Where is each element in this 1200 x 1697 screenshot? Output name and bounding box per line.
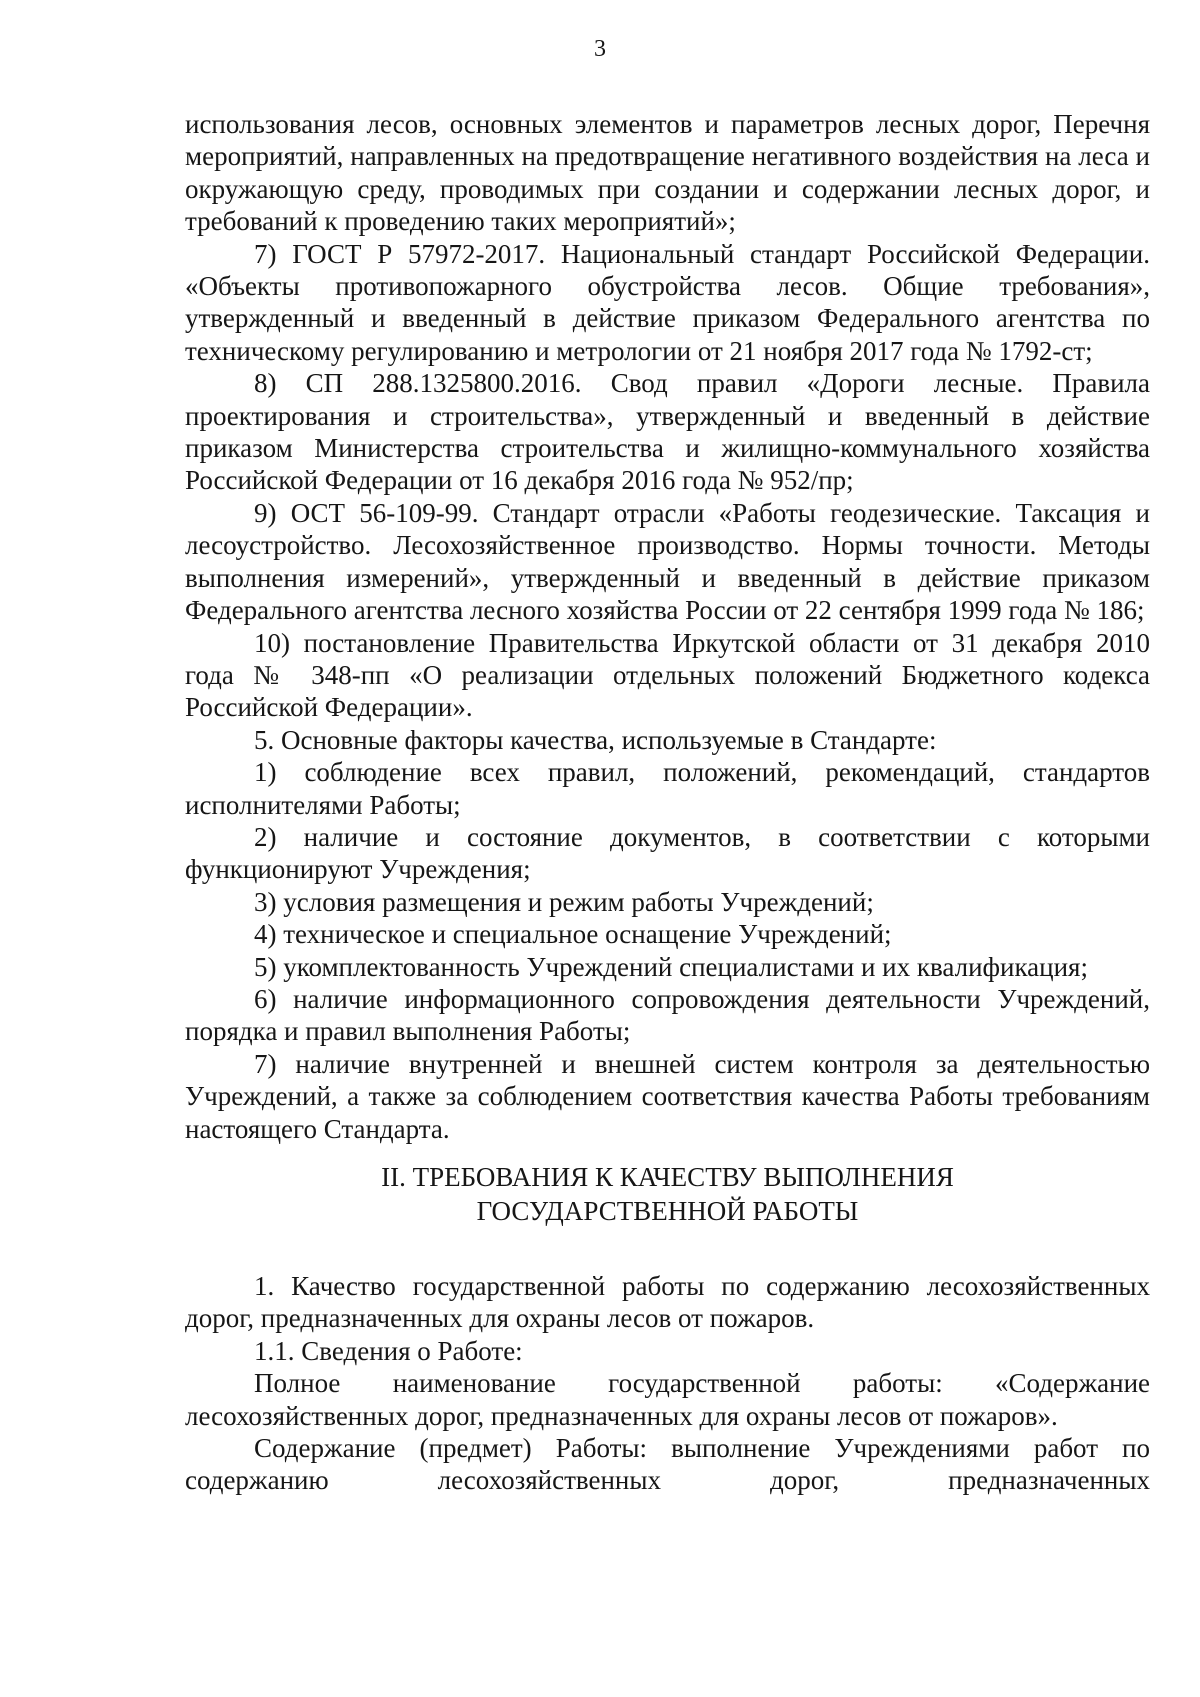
list-item-7-gost: 7) ГОСТ Р 57972-2017. Национальный стандарт Российской Федерации. «Объекты противопожарного обустройства лесов. Общие требования», утвержденный и введенный в действие приказом Федерального агентства по техническому регулированию и метрологии от 21 ноября 2017 года № 1792-ст;	[185, 238, 1150, 366]
section-heading-line-2: ГОСУДАРСТВЕННОЙ РАБОТЫ	[476, 1196, 859, 1226]
quality-factor-2: 2) наличие и состояние документов, в соответствии с которыми функционируют Учреждения;	[185, 821, 1150, 885]
section-heading-line-1: II. ТРЕБОВАНИЯ К КАЧЕСТВУ ВЫПОЛНЕНИЯ	[381, 1162, 954, 1192]
quality-factor-1: 1) соблюдение всех правил, положений, рекомендаций, стандартов исполнителями Работы;	[185, 757, 1150, 820]
quality-factor-6: 6) наличие информационного сопровождения деятельности Учреждений, порядка и правил выполнения Работы;	[185, 983, 1150, 1047]
quality-factors-intro: 5. Основные факторы качества, используемые в Стандарте:	[254, 724, 937, 755]
page-number: 3	[594, 36, 606, 62]
list-item-9-ost: 9) ОСТ 56-109-99. Стандарт отрасли «Работы геодезические. Таксация и лесоустройство. Лесохозяйственное производство. Нормы точности. Методы выполнения измерений», утвержденный и введенный в действие приказом Федерального агентства лесного хозяйства России от 22 сентября 1999 года № 186;	[185, 497, 1150, 626]
list-item-10-decree: 10) постановление Правительства Иркутской области от 31 декабря 2010 года № 348-пп «О реализации отдельных положений Бюджетного кодекса Российской Федерации».	[185, 627, 1150, 723]
document-body	[185, 108, 1150, 1497]
paragraph-continuation: использования лесов, основных элементов и параметров лесных дорог, Перечня мероприятий, направленных на предотвращение негативного воздействия на леса и окружающую среду, проводимых при создании и содержании лесных дорог, и требований к проведению таких мероприятий»;	[185, 109, 1150, 237]
requirement-1: 1. Качество государственной работы по содержанию лесохозяйственных дорог, предназначенных для охраны лесов от пожаров.	[185, 1271, 1150, 1334]
requirement-1-1: 1.1. Сведения о Работе:	[254, 1335, 523, 1366]
work-full-name: Полное наименование государственной работы: «Содержание лесохозяйственных дорог, предназначенных для охраны лесов от пожаров».	[185, 1368, 1150, 1431]
section-heading	[185, 1160, 1150, 1228]
quality-factor-3: 3) условия размещения и режим работы Учреждений;	[254, 886, 874, 917]
list-item-8-sp: 8) СП 288.1325800.2016. Свод правил «Дороги лесные. Правила проектирования и строительства», утвержденный и введенный в действие приказом Министерства строительства и жилищно-коммунального хозяйства Российской Федерации от 16 декабря 2016 года № 952/пр;	[185, 368, 1150, 496]
quality-factor-4: 4) техническое и специальное оснащение Учреждений;	[254, 919, 892, 950]
spacer	[185, 1228, 1150, 1270]
work-content: Содержание (предмет) Работы: выполнение Учреждениями работ по содержанию лесохозяйственных дорог, предназначенных	[185, 1433, 1150, 1496]
quality-factor-7: 7) наличие внутренней и внешней систем контроля за деятельностью Учреждений, а также за соблюдением соответствия качества Работы требованиям настоящего Стандарта.	[185, 1048, 1150, 1144]
quality-factor-5: 5) укомплектованность Учреждений специалистами и их квалификация;	[254, 951, 1088, 982]
